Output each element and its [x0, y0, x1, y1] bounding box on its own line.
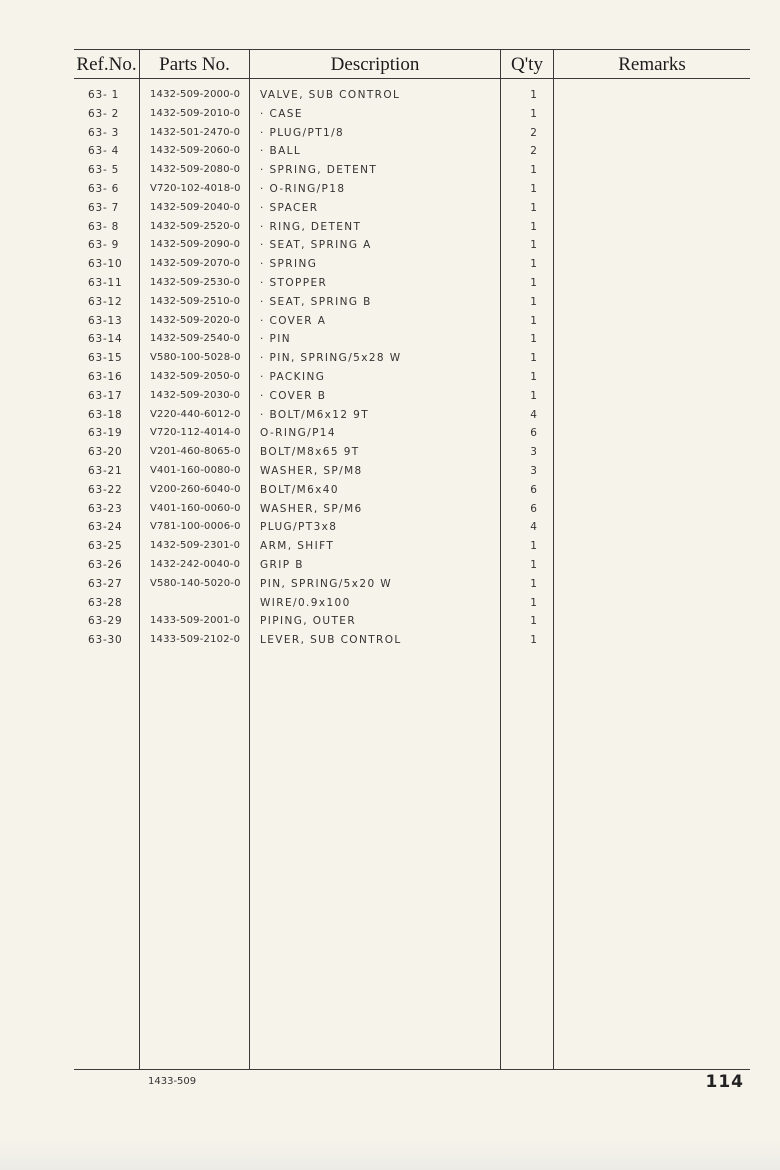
ref-no-cell: 63-22	[88, 483, 123, 496]
ref-no-cell: 63- 3	[88, 126, 120, 139]
header-ref-no: Ref.No.	[76, 54, 137, 75]
ref-no-cell: 63-28	[88, 596, 123, 609]
qty-cell: 1	[530, 333, 538, 346]
qty-cell: 1	[530, 389, 538, 402]
parts-no-cell: 1432-509-2050-0	[150, 371, 241, 382]
description-cell: · COVER A	[260, 314, 327, 327]
table-row	[0, 255, 780, 274]
ref-no-cell: 63-12	[88, 295, 123, 308]
parts-no-cell: 1432-509-2530-0	[150, 277, 241, 288]
parts-no-cell: 1432-509-2301-0	[150, 540, 241, 552]
qty-cell: 1	[530, 183, 538, 195]
parts-no-cell: 1432-509-2040-0	[150, 201, 241, 213]
qty-cell: 1	[530, 277, 538, 289]
qty-cell: 1	[530, 295, 538, 308]
parts-no-cell: 1432-509-2010-0	[150, 107, 241, 119]
qty-cell: 1	[530, 164, 538, 177]
description-cell: WIRE/0.9x100	[260, 596, 351, 609]
parts-no-cell: V220-440-6012-0	[150, 408, 241, 420]
parts-no-cell: 1432-509-2000-0	[150, 89, 241, 100]
ref-no-cell: 63-14	[88, 333, 123, 346]
ref-no-cell: 63-23	[88, 502, 123, 515]
description-cell: PIN, SPRING/5x20 W	[260, 577, 393, 590]
table-row	[0, 518, 780, 537]
ref-no-cell: 63-24	[88, 521, 123, 534]
ref-no-cell: 63-18	[88, 408, 123, 421]
qty-cell: 1	[530, 615, 538, 628]
parts-no-cell: 1432-509-2520-0	[150, 220, 241, 232]
ref-no-cell: 63-16	[88, 371, 123, 383]
description-cell: BOLT/M6x40	[260, 483, 339, 496]
ref-no-cell: 63- 7	[88, 201, 120, 214]
header-description: Description	[330, 54, 420, 75]
parts-no-cell: V720-102-4018-0	[150, 183, 241, 194]
description-cell: · STOPPER	[260, 277, 328, 289]
description-cell: GRIP B	[260, 559, 304, 571]
description-cell: · SPRING, DETENT	[260, 164, 378, 177]
table-row	[0, 556, 780, 575]
parts-no-cell: V401-160-0080-0	[150, 465, 241, 476]
qty-cell: 1	[530, 239, 538, 252]
qty-cell: 1	[530, 258, 538, 271]
ref-no-cell: 63-11	[88, 277, 123, 289]
parts-no-cell: 1432-509-2090-0	[150, 239, 241, 251]
ref-no-cell: 63-27	[88, 577, 123, 590]
table-row	[0, 406, 780, 425]
table-row	[0, 462, 780, 481]
ref-no-cell: 63- 4	[88, 145, 120, 158]
ref-no-cell: 63-25	[88, 540, 123, 553]
table-row	[0, 161, 780, 180]
page-number: 114	[705, 1072, 744, 1092]
parts-no-cell: V401-160-0060-0	[150, 502, 241, 514]
table-row	[0, 575, 780, 594]
description-cell: · RING, DETENT	[260, 220, 362, 233]
table-row	[0, 86, 780, 105]
ref-no-cell: 63- 9	[88, 239, 120, 252]
parts-no-cell: 1432-509-2030-0	[150, 389, 241, 401]
header-remarks: Remarks	[618, 54, 686, 75]
qty-cell: 2	[530, 145, 538, 158]
ref-no-cell: 63- 5	[88, 164, 120, 177]
description-cell: · SEAT, SPRING B	[260, 295, 372, 308]
description-cell: · BALL	[260, 145, 302, 158]
description-cell: · PLUG/PT1/8	[260, 126, 345, 139]
description-cell: · PIN, SPRING/5x28 W	[260, 352, 402, 365]
ref-no-cell: 63-17	[88, 389, 123, 402]
table-row	[0, 424, 780, 443]
description-cell: WASHER, SP/M8	[260, 465, 363, 477]
table-row	[0, 537, 780, 556]
qty-cell: 1	[530, 559, 538, 571]
description-cell: ARM, SHIFT	[260, 540, 335, 553]
header-qty: Q'ty	[511, 54, 543, 75]
description-cell: · SPRING	[260, 258, 318, 271]
table-row	[0, 594, 780, 613]
qty-cell: 1	[530, 89, 538, 101]
ref-no-cell: 63-10	[88, 258, 123, 271]
table-row	[0, 349, 780, 368]
parts-no-cell: 1433-509-2001-0	[150, 615, 241, 627]
qty-cell: 4	[530, 521, 538, 534]
qty-cell: 1	[530, 634, 538, 647]
description-cell: O-RING/P14	[260, 427, 336, 440]
table-row	[0, 481, 780, 500]
parts-no-cell: 1432-509-2080-0	[150, 164, 241, 176]
table-row	[0, 631, 780, 650]
header-parts-no: Parts No.	[159, 54, 230, 75]
description-cell: · PACKING	[260, 371, 326, 383]
ref-no-cell: 63- 1	[88, 89, 120, 101]
ref-no-cell: 63- 6	[88, 183, 120, 195]
qty-cell: 1	[530, 220, 538, 233]
ref-no-cell: 63- 2	[88, 107, 120, 120]
description-cell: WASHER, SP/M6	[260, 502, 363, 515]
table-row	[0, 387, 780, 406]
table-row	[0, 142, 780, 161]
table-row	[0, 312, 780, 331]
ref-no-cell: 63-26	[88, 559, 123, 571]
parts-no-cell: 1432-509-2020-0	[150, 314, 241, 326]
description-cell: · BOLT/M6x12 9T	[260, 408, 370, 421]
parts-no-cell: V200-260-6040-0	[150, 483, 241, 495]
qty-cell: 2	[530, 126, 538, 139]
footer-code: 1433-509	[148, 1076, 197, 1087]
table-row	[0, 124, 780, 143]
description-cell: · PIN	[260, 333, 291, 346]
description-cell: · COVER B	[260, 389, 327, 402]
ref-no-cell: 63-15	[88, 352, 123, 365]
qty-cell: 6	[530, 483, 538, 496]
ref-no-cell: 63-30	[88, 634, 123, 647]
qty-cell: 1	[530, 314, 538, 327]
qty-cell: 1	[530, 107, 538, 120]
table-row	[0, 612, 780, 631]
parts-no-cell: V201-460-8065-0	[150, 446, 241, 458]
description-cell: · CASE	[260, 107, 303, 120]
table-row	[0, 500, 780, 519]
header-bottom-rule	[74, 78, 750, 79]
table-row	[0, 199, 780, 218]
page-edge-shade	[0, 1140, 780, 1170]
table-row	[0, 293, 780, 312]
table-row	[0, 180, 780, 199]
parts-no-cell: 1432-509-2070-0	[150, 258, 241, 270]
qty-cell: 1	[530, 540, 538, 553]
table-row	[0, 274, 780, 293]
description-cell: BOLT/M8x65 9T	[260, 446, 360, 459]
qty-cell: 4	[530, 408, 538, 421]
qty-cell: 3	[530, 465, 538, 477]
table-row	[0, 330, 780, 349]
qty-cell: 1	[530, 577, 538, 590]
qty-cell: 6	[530, 502, 538, 515]
qty-cell: 1	[530, 201, 538, 214]
table-row	[0, 368, 780, 387]
description-cell: VALVE, SUB CONTROL	[260, 89, 401, 101]
description-cell: · O-RING/P18	[260, 183, 346, 195]
parts-no-cell: V580-140-5020-0	[150, 577, 241, 589]
ref-no-cell: 63-21	[88, 465, 123, 477]
qty-cell: 3	[530, 446, 538, 459]
ref-no-cell: 63-13	[88, 314, 123, 327]
parts-no-cell: V580-100-5028-0	[150, 352, 241, 364]
parts-no-cell: 1432-509-2540-0	[150, 333, 241, 345]
description-cell: LEVER, SUB CONTROL	[260, 634, 402, 647]
description-cell: PLUG/PT3x8	[260, 521, 338, 534]
table-row	[0, 236, 780, 255]
qty-cell: 1	[530, 352, 538, 365]
qty-cell: 1	[530, 596, 538, 609]
description-cell: PIPING, OUTER	[260, 615, 357, 628]
ref-no-cell: 63-20	[88, 446, 123, 459]
parts-no-cell: V781-100-0006-0	[150, 521, 241, 533]
qty-cell: 1	[530, 371, 538, 383]
table-row	[0, 105, 780, 124]
table-bottom-rule	[74, 1069, 750, 1070]
parts-no-cell: 1432-501-2470-0	[150, 126, 241, 138]
qty-cell: 6	[530, 427, 538, 440]
parts-no-cell: 1432-242-0040-0	[150, 559, 241, 570]
table-row	[0, 218, 780, 237]
description-cell: · SEAT, SPRING A	[260, 239, 372, 252]
ref-no-cell: 63- 8	[88, 220, 120, 233]
ref-no-cell: 63-29	[88, 615, 123, 628]
ref-no-cell: 63-19	[88, 427, 123, 440]
parts-no-cell: 1432-509-2060-0	[150, 145, 241, 157]
parts-no-cell: 1433-509-2102-0	[150, 634, 241, 646]
table-row	[0, 443, 780, 462]
description-cell: · SPACER	[260, 201, 319, 214]
parts-no-cell: V720-112-4014-0	[150, 427, 241, 439]
parts-no-cell: 1432-509-2510-0	[150, 295, 241, 307]
